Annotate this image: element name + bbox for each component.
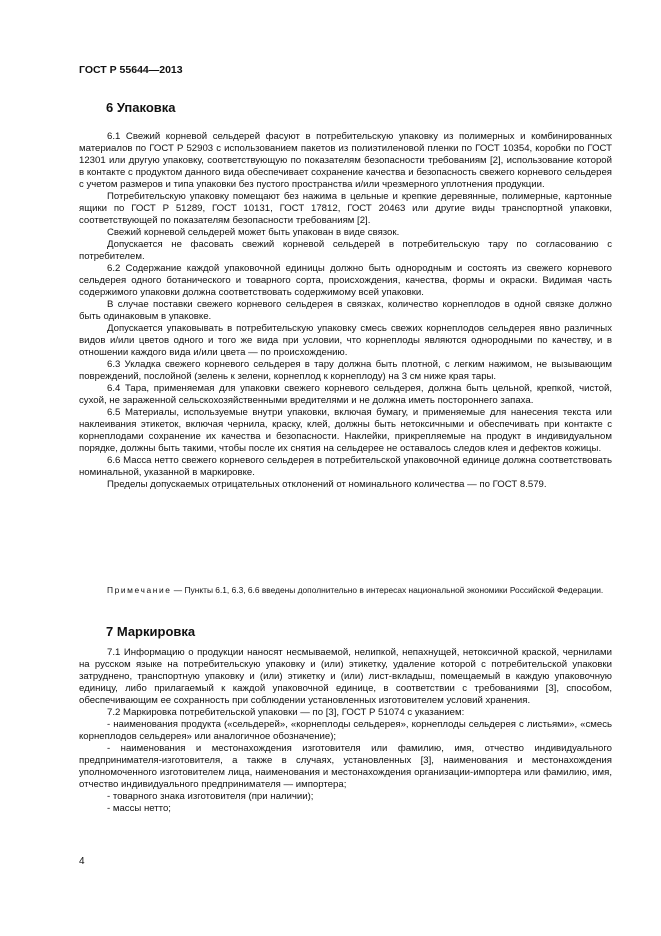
paragraph: 6.4 Тара, применяемая для упаковки свежего корневого сельдерея, должна быть цельной, крепкой, чистой, сухой, не зараженной сельскохозяйственными вредителями и не должна иметь постороннего запаха.	[79, 383, 612, 406]
paragraph: 6.3 Укладка свежего корневого сельдерея в тару должна быть плотной, с легким нажимом, не вызывающим повреждений, послойной (зелень к зелени, корнеплод к корнеплоду) на 3 см ниже края тары.	[79, 359, 612, 382]
section-6-title: 6 Упаковка	[106, 100, 176, 115]
section-6-body	[79, 131, 612, 491]
paragraph: В случае поставки свежего корневого сельдерея в связках, количество корнеплодов в одной связке должно быть одинаковым в упаковке.	[79, 299, 612, 322]
paragraph: - наименования и местонахождения изготовителя или фамилию, имя, отчество индивидуального предпринимателя-изготовителя, а также в случаях, установленных [3], наименования и местонахождения уполномоченного изготовителем лица, наименования и местонахождения организации-импортера или фамилию, имя, отчество индивидуального предпринимателя — импортера;	[79, 743, 612, 790]
section-7-body	[79, 647, 612, 815]
paragraph: Свежий корневой сельдерей может быть упакован в виде связок.	[107, 227, 400, 238]
paragraph: 7.1 Информацию о продукции наносят несмываемой, нелипкой, непахнущей, нетоксичной краской, чернилами на русском языке на потребительскую упаковку и (или) этикетку, удаление которой с потребительской упаковки затруднено, транспортную упаковку и (или) этикетку и (или) лист-вкладыш, помещаемый в каждую упаковочную единицу, либо прилагаемый к каждой упаковочной единице, в соответствии с требованиями [3], способом, обеспечивающим ее сохранность при соблюдении установленных изготовителем условий хранения.	[79, 647, 612, 706]
paragraph: 7.2 Маркировка потребительской упаковки — по [3], ГОСТ Р 51074 с указанием:	[107, 707, 465, 718]
paragraph: - товарного знака изготовителя (при наличии);	[107, 791, 314, 802]
note-text: — Пункты 6.1, 6.3, 6.6 введены дополнительно в интересах национальной экономики Российской Федерации.	[171, 585, 604, 595]
section-7-title: 7 Маркировка	[106, 624, 196, 639]
note-label: Примечание	[107, 585, 172, 595]
paragraph: - массы нетто;	[107, 803, 171, 814]
paragraph: 6.5 Материалы, используемые внутри упаковки, включая бумагу, и применяемые для нанесения текста или наклеивания этикеток, включая чернила, краску, клей, должны быть нетоксичными и обеспечивать при контакте с корнеплодами сохранение их качества и безопасности. Наклейки, прикрепляемые на продукт в индивидуальном порядке, должны быть такими, чтобы после их снятия на сельдерее не оставалось следов клея и дефектов кожицы.	[79, 407, 612, 454]
paragraph: Пределы допускаемых отрицательных отклонений от номинального количества — по ГОСТ 8.579.	[107, 479, 547, 490]
paragraph: 6.1 Свежий корневой сельдерей фасуют в потребительскую упаковку из полимерных и комбинированных материалов по ГОСТ Р 52903 с использованием пакетов из полиэтиленовой пленки по ГОСТ 10354, коробки по ГОСТ 12301 или другую упаковку, соответствующую по показателям безопасности требованиям [2], использование которой в контакте с продуктом данного вида обеспечивает сохранение качества и безопасность свежего корневого сельдерея с учетом размеров и типа упаковки без пустого пространства и/или чрезмерного уплотнения продукции.	[79, 131, 612, 190]
paragraph: Потребительскую упаковку помещают без нажима в цельные и крепкие деревянные, полимерные, картонные ящики по ГОСТ Р 51289, ГОСТ 10131, ГОСТ 17812, ГОСТ 20463 или другие виды транспортной упаковки, соответствующей по показателям безопасности требованиям [2].	[79, 191, 612, 226]
paragraph: 6.2 Содержание каждой упаковочной единицы должно быть однородным и состоять из свежего корневого сельдерея одного ботанического и товарного сорта, происхождения, качества, формы и окраски. Видимая часть содержимого упаковки должна соответствовать содержимому всей упаковки.	[79, 263, 612, 298]
section-6-note	[79, 585, 612, 596]
paragraph: Допускается упаковывать в потребительскую упаковку смесь свежих корнеплодов сельдерея явно различных видов и/или цветов одного и того же вида при условии, что корнеплоды являются однородными по качеству, и в отношении каждого вида и/или цвета — по происхождению.	[79, 323, 612, 358]
document-header: ГОСТ Р 55644—2013	[79, 64, 183, 76]
paragraph: - наименования продукта («сельдерей», «корнеплоды сельдерея», корнеплоды сельдерея с листьями», «смесь корнеплодов сельдерея» или аналогичное обозначение);	[79, 719, 612, 742]
paragraph: Допускается не фасовать свежий корневой сельдерей в потребительскую тару по согласованию с потребителем.	[79, 239, 612, 262]
page-number: 4	[79, 856, 85, 867]
paragraph: 6.6 Масса нетто свежего корневого сельдерея в потребительской упаковочной единице должна соответствовать номинальной, указанной в маркировке.	[79, 455, 612, 478]
